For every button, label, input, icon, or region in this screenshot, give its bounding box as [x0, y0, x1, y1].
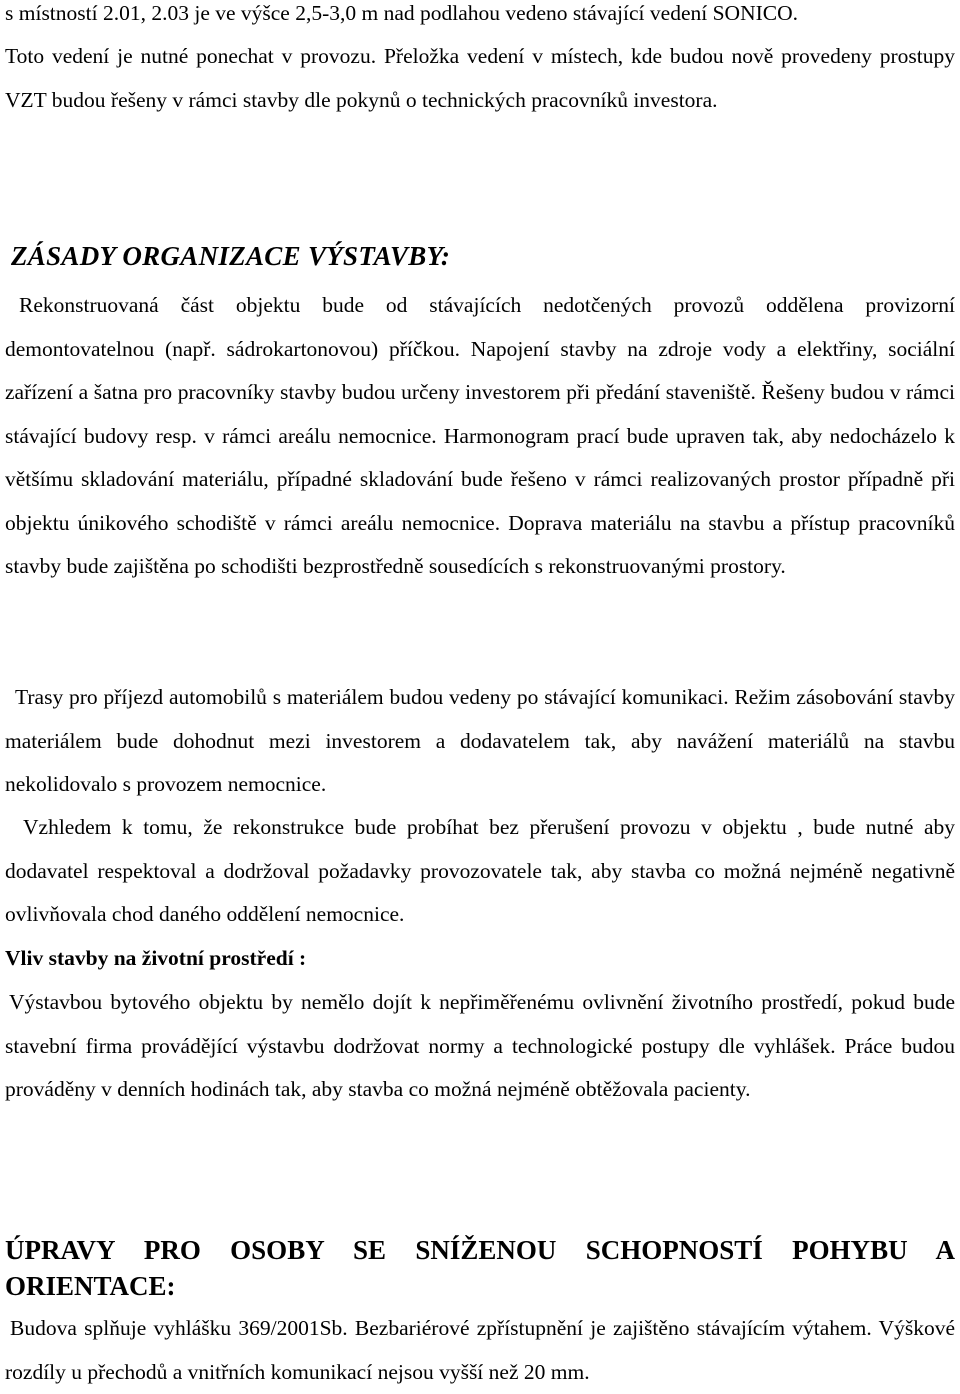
- section-heading-zivotni-prostredi: Vliv stavby na životní prostředí :: [5, 946, 307, 970]
- section-heading-upravy: ÚPRAVY PRO OSOBY SE SNÍŽENOU SCHOPNOSTÍ POHYBU A ORIENTACE:: [5, 1235, 955, 1301]
- paragraph-organizace-2: Trasy pro příjezd automobilů s materiálem budou vedeny po stávající komunikaci. Režim zásobování stavby materiálem bude dohodnut mezi investorem a dodavatelem tak, aby navážení materiálů na stavbu nekolidovalo s provozem nemocnice.: [5, 685, 955, 796]
- section-heading-organizace: ZÁSADY ORGANIZACE VÝSTAVBY:: [11, 241, 451, 271]
- paragraph-organizace-1: Rekonstruovaná část objektu bude od stávajících nedotčených provozů oddělena provizorní demontovatelnou (např. sádrokartonovou) příčkou. Napojení stavby na zdroje vody a elektřiny, sociální zařízení a šatna pro pracovníky stavby budou určeny investorem při předání staveniště. Řešeny budou v rámci stávající budovy resp. v rámci areálu nemocnice. Harmonogram prací bude upraven tak, aby nedocházelo k většímu skladování materiálu, případné skladování bude řešeno v rámci realizovaných prostor případně při objektu únikového schodiště v rámci areálu nemocnice. Doprava materiálu na stavbu a přístup pracovníků stavby bude zajištěna po schodišti bezprostředně sousedících s rekonstruovanými prostory.: [5, 293, 955, 578]
- paragraph-zivotni-prostredi: Výstavbou bytového objektu by nemělo dojít k nepřiměřenému ovlivnění životního prostředí, pokud bude stavební firma provádějící výstavbu dodržovat normy a technologické postupy dle vyhlášek. Práce budou prováděny v denních hodinách tak, aby stavba co možná nejméně obtěžovala pacienty.: [5, 990, 955, 1101]
- paragraph-organizace-3: Vzhledem k tomu, že rekonstrukce bude probíhat bez přerušení provozu v objektu , bude nutné aby dodavatel respektoval a dodržoval požadavky provozovatele tak, aby stavba co možná nejméně negativně ovlivňovala chod daného oddělení nemocnice.: [5, 815, 955, 926]
- paragraph-upravy: Budova splňuje vyhlášku 369/2001Sb. Bezbariérové zpřístupnění je zajištěno stávajícím výtahem. Výškové rozdíly u přechodů a vnitřních komunikací nejsou vyšší než 20 mm.: [5, 1316, 955, 1384]
- intro-line-1: s místností 2.01, 2.03 je ve výšce 2,5-3,0 m nad podlahou vedeno stávající vedení SONICO.: [5, 1, 798, 25]
- intro-paragraph: Toto vedení je nutné ponechat v provozu. Přeložka vedení v místech, kde budou nově provedeny prostupy VZT budou řešeny v rámci stavby dle pokynů o technických pracovníků investora.: [5, 44, 955, 112]
